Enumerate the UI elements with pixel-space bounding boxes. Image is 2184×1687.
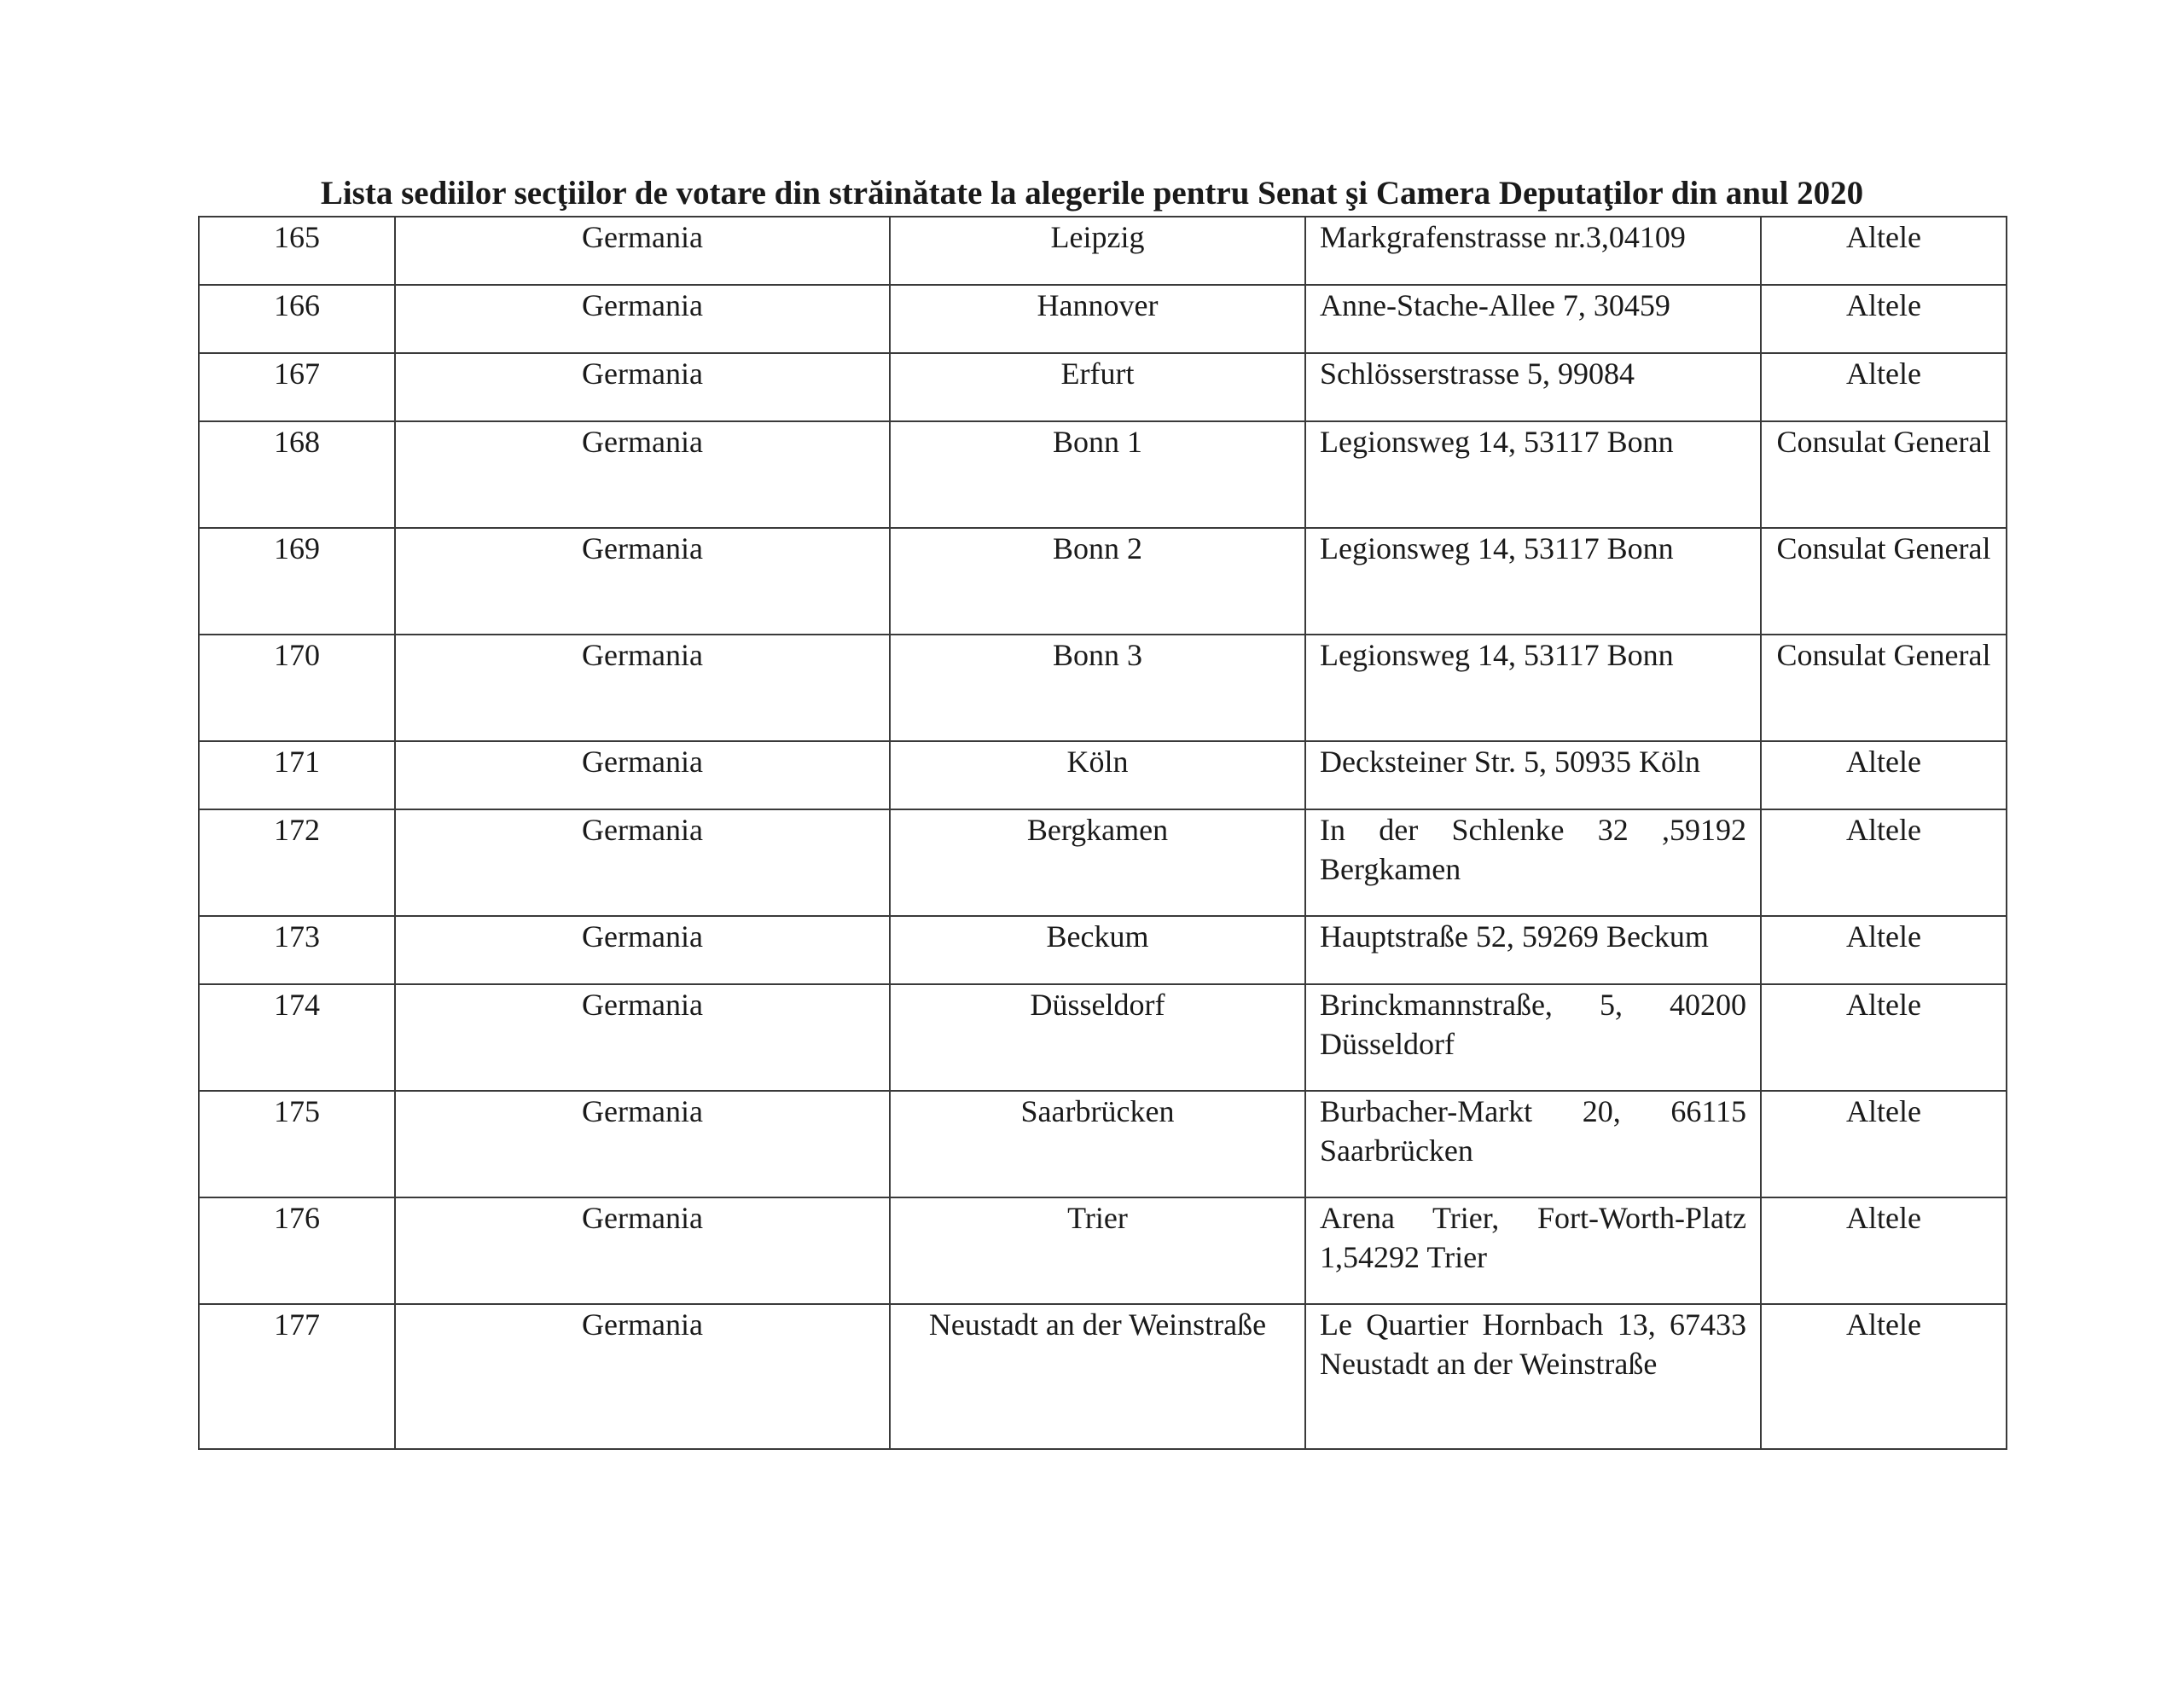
section-number: 168 — [199, 421, 395, 528]
country-cell: Germania — [395, 1197, 890, 1304]
city-cell: Bonn 1 — [890, 421, 1305, 528]
table-row — [199, 741, 2007, 809]
page-title: Lista sediilor secţiilor de votare din străinătate la alegerile pentru Senat şi Camera Deputaţilor din anul 2020 — [320, 175, 1864, 212]
section-number: 170 — [199, 635, 395, 741]
city-cell: Saarbrücken — [890, 1091, 1305, 1197]
city-cell: Köln — [890, 741, 1305, 809]
section-number: 169 — [199, 528, 395, 635]
city-cell: Bonn 3 — [890, 635, 1305, 741]
premises-type-cell: Altele — [1761, 217, 2007, 285]
polling-stations-table — [198, 216, 2007, 1450]
premises-type-cell: Altele — [1761, 1304, 2007, 1449]
premises-type-cell: Altele — [1761, 1091, 2007, 1197]
table-row — [199, 984, 2007, 1091]
table-row — [199, 285, 2007, 353]
address-cell: Legionsweg 14, 53117 Bonn — [1305, 528, 1761, 635]
country-cell: Germania — [395, 217, 890, 285]
country-cell: Germania — [395, 741, 890, 809]
address-cell: Legionsweg 14, 53117 Bonn — [1305, 421, 1761, 528]
city-cell: Trier — [890, 1197, 1305, 1304]
table-row — [199, 353, 2007, 421]
city-cell: Leipzig — [890, 217, 1305, 285]
section-number: 174 — [199, 984, 395, 1091]
country-cell: Germania — [395, 353, 890, 421]
address-cell: Hauptstraße 52, 59269 Beckum — [1305, 916, 1761, 984]
table-row — [199, 809, 2007, 916]
address-cell: Burbacher-Markt 20, 66115 Saarbrücken — [1305, 1091, 1761, 1197]
country-cell: Germania — [395, 984, 890, 1091]
address-cell: Markgrafenstrasse nr.3,04109 — [1305, 217, 1761, 285]
country-cell: Germania — [395, 635, 890, 741]
city-cell: Bonn 2 — [890, 528, 1305, 635]
table-row — [199, 1197, 2007, 1304]
premises-type-cell: Altele — [1761, 353, 2007, 421]
section-number: 175 — [199, 1091, 395, 1197]
section-number: 167 — [199, 353, 395, 421]
address-cell: Decksteiner Str. 5, 50935 Köln — [1305, 741, 1761, 809]
country-cell: Germania — [395, 528, 890, 635]
address-cell: Brinckmannstraße, 5, 40200 Düsseldorf — [1305, 984, 1761, 1091]
address-cell: Anne-Stache-Allee 7, 30459 — [1305, 285, 1761, 353]
table-row — [199, 1304, 2007, 1449]
city-cell: Bergkamen — [890, 809, 1305, 916]
country-cell: Germania — [395, 1091, 890, 1197]
premises-type-cell: Consulat General — [1761, 421, 2007, 528]
city-cell: Düsseldorf — [890, 984, 1305, 1091]
table-row — [199, 217, 2007, 285]
address-cell: Le Quartier Hornbach 13, 67433 Neustadt an der Weinstraße — [1305, 1304, 1761, 1449]
premises-type-cell: Altele — [1761, 741, 2007, 809]
premises-type-cell: Altele — [1761, 285, 2007, 353]
section-number: 172 — [199, 809, 395, 916]
address-cell: Legionsweg 14, 53117 Bonn — [1305, 635, 1761, 741]
city-cell: Erfurt — [890, 353, 1305, 421]
section-number: 177 — [199, 1304, 395, 1449]
city-cell: Beckum — [890, 916, 1305, 984]
address-cell: Arena Trier, Fort-Worth-Platz 1,54292 Trier — [1305, 1197, 1761, 1304]
section-number: 166 — [199, 285, 395, 353]
premises-type-cell: Altele — [1761, 984, 2007, 1091]
table-row — [199, 635, 2007, 741]
premises-type-cell: Altele — [1761, 809, 2007, 916]
address-cell: In der Schlenke 32 ,59192 Bergkamen — [1305, 809, 1761, 916]
table-row — [199, 528, 2007, 635]
table-row — [199, 916, 2007, 984]
country-cell: Germania — [395, 285, 890, 353]
section-number: 165 — [199, 217, 395, 285]
city-cell: Neustadt an der Weinstraße — [890, 1304, 1305, 1449]
premises-type-cell: Consulat General — [1761, 528, 2007, 635]
table-row — [199, 1091, 2007, 1197]
section-number: 173 — [199, 916, 395, 984]
country-cell: Germania — [395, 421, 890, 528]
premises-type-cell: Consulat General — [1761, 635, 2007, 741]
country-cell: Germania — [395, 809, 890, 916]
country-cell: Germania — [395, 916, 890, 984]
premises-type-cell: Altele — [1761, 916, 2007, 984]
country-cell: Germania — [395, 1304, 890, 1449]
city-cell: Hannover — [890, 285, 1305, 353]
address-cell: Schlösserstrasse 5, 99084 — [1305, 353, 1761, 421]
section-number: 176 — [199, 1197, 395, 1304]
premises-type-cell: Altele — [1761, 1197, 2007, 1304]
section-number: 171 — [199, 741, 395, 809]
table-row — [199, 421, 2007, 528]
